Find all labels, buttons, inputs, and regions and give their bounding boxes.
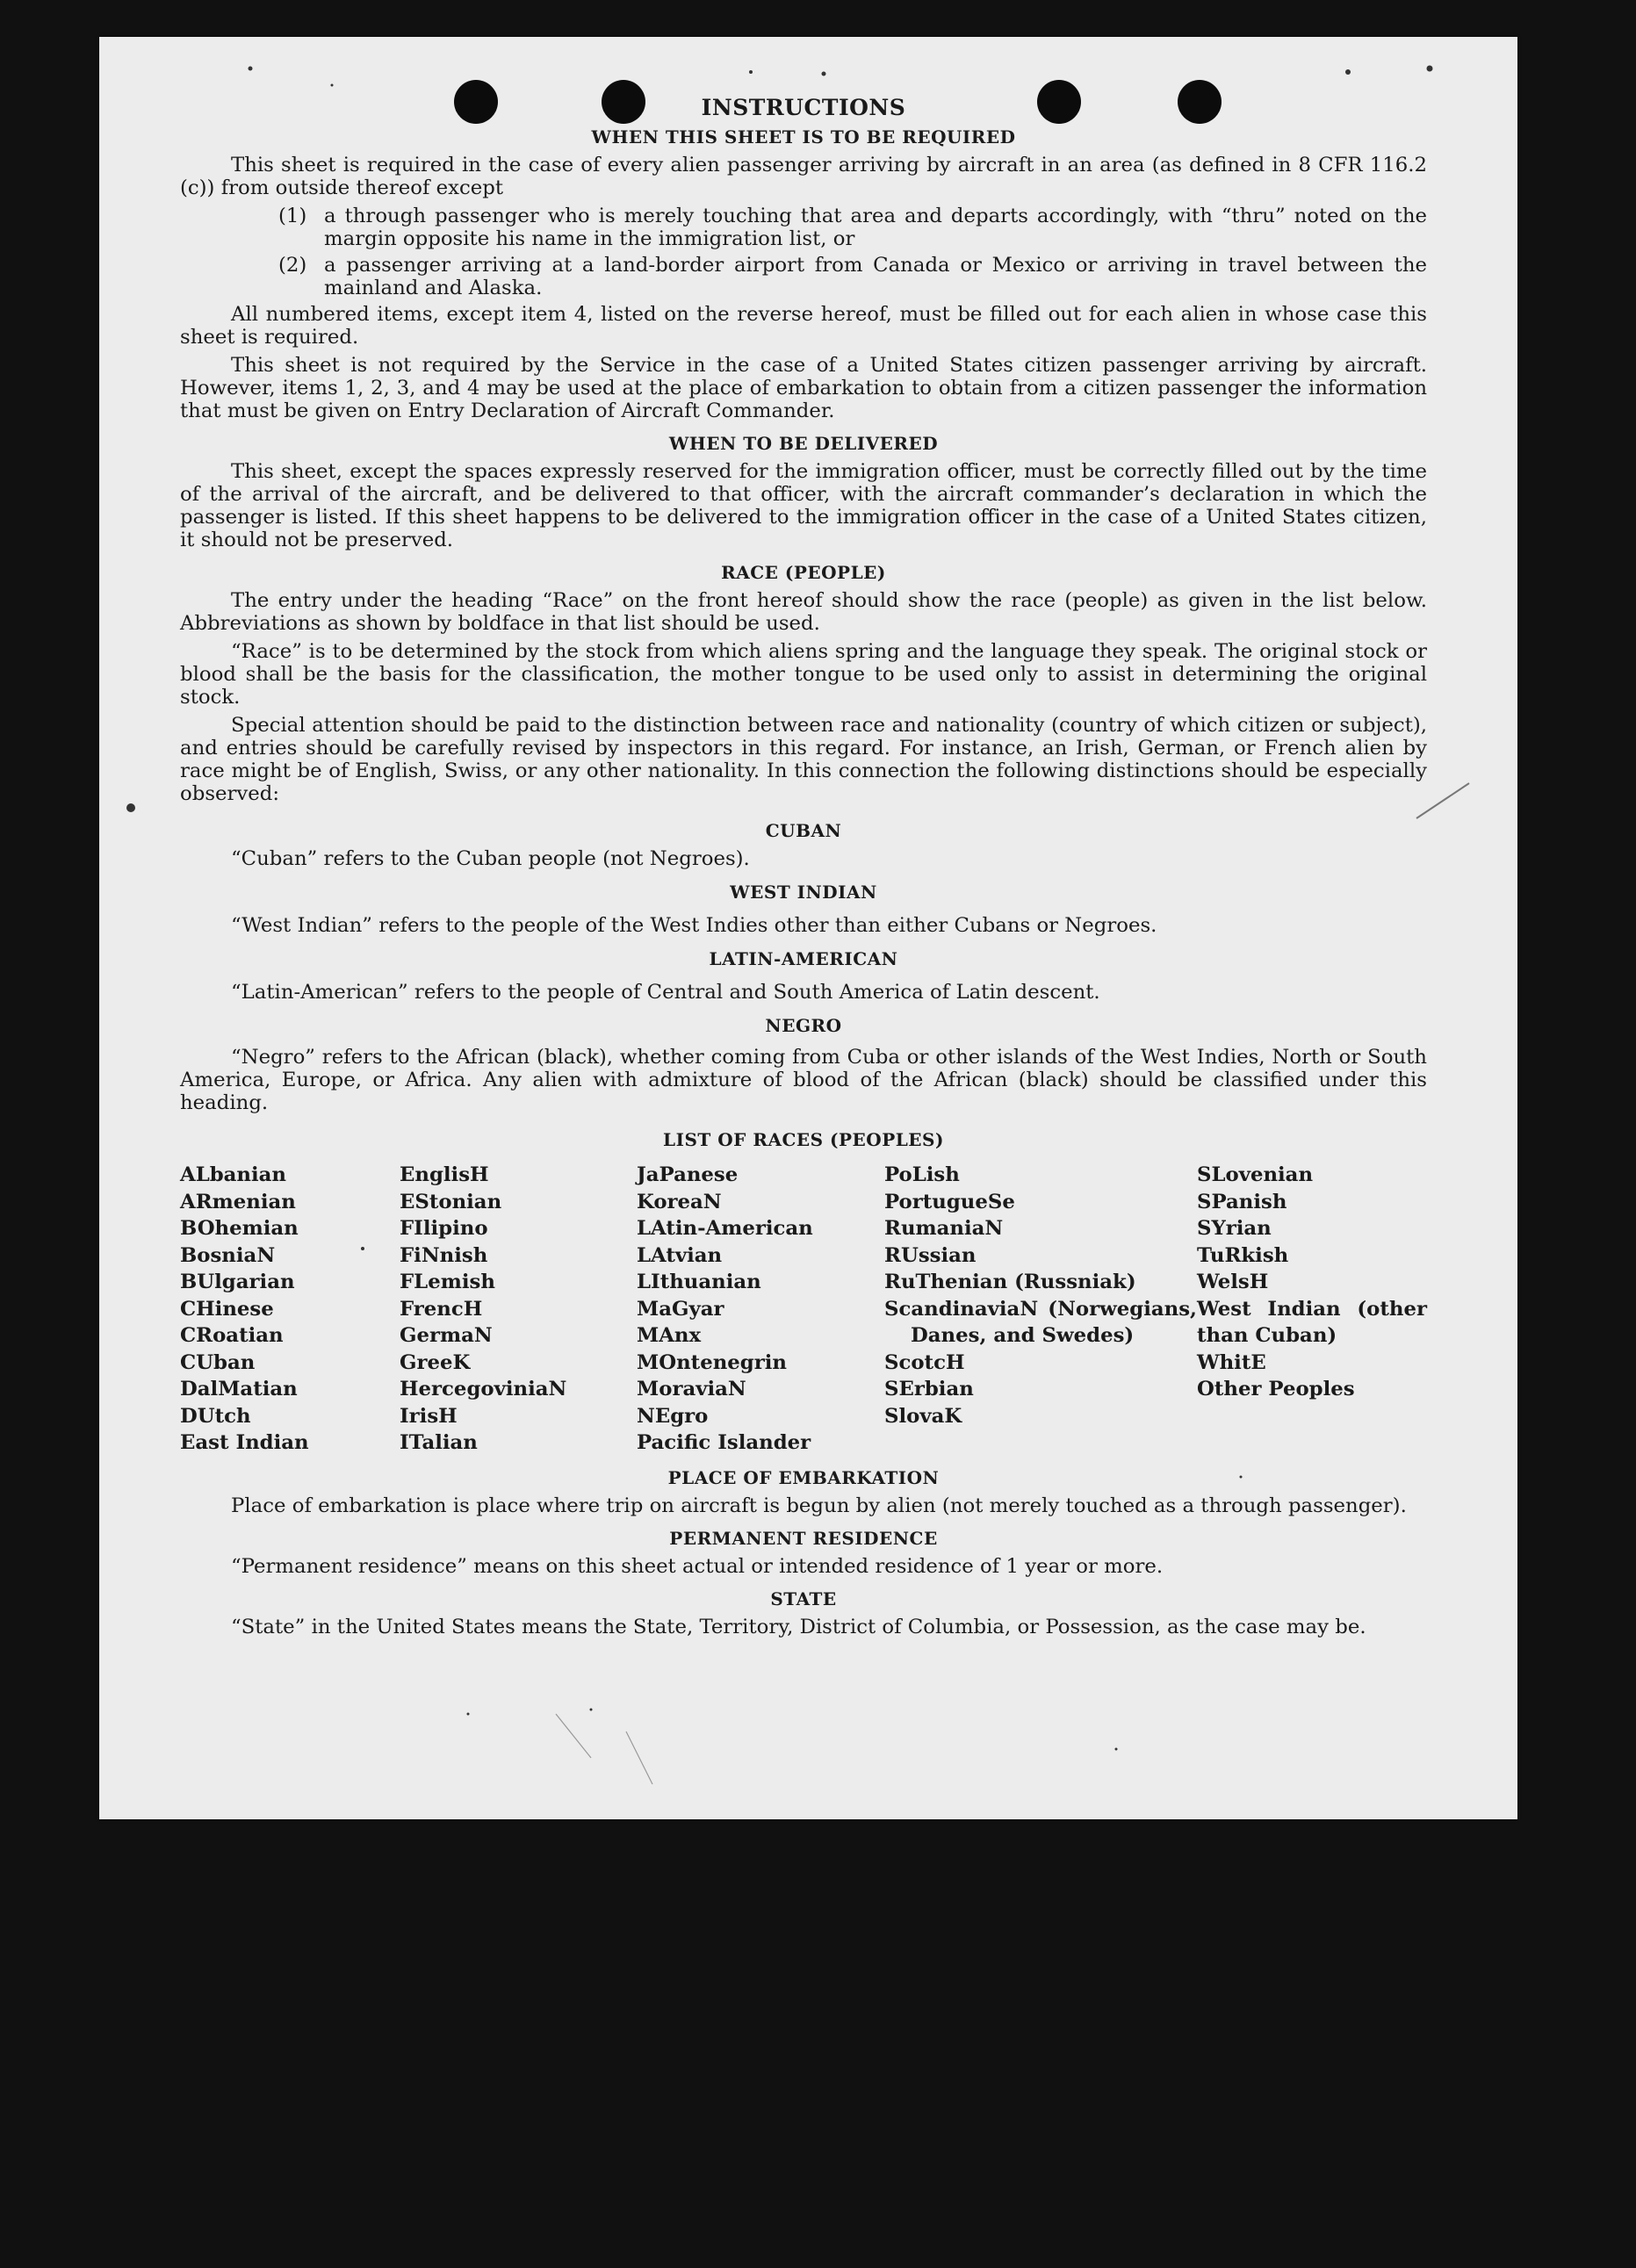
race-entry: SErbian	[884, 1378, 974, 1400]
race-entry: LAtvian	[637, 1243, 723, 1267]
race-entry: RumaniaN	[884, 1217, 1004, 1240]
race-entry: DUtch	[180, 1404, 251, 1428]
section-heading-state: STATE	[770, 1588, 837, 1609]
race-column	[180, 1162, 400, 1457]
paragraph: “Permanent residence” means on this sheet actual or intended residence of 1 year or more.	[231, 1554, 1164, 1578]
race-entry: GermaN	[400, 1324, 493, 1347]
section-heading-residence: PERMANENT RESIDENCE	[669, 1527, 938, 1549]
race-entry: FLemish	[400, 1271, 495, 1293]
race-entry: WelsH	[1197, 1271, 1269, 1293]
section-heading-west-indian: WEST INDIAN	[730, 882, 877, 903]
section-heading-delivered: WHEN TO BE DELIVERED	[668, 433, 939, 454]
race-entry: West Indian (other than Cuban)	[1197, 1297, 1427, 1347]
race-entry: TuRkish	[1197, 1243, 1289, 1267]
race-entry: MoraviaN	[637, 1378, 746, 1400]
race-entry: East Indian	[180, 1431, 309, 1454]
race-entry: CRoatian	[180, 1324, 284, 1347]
race-entry: BosniaN	[180, 1243, 276, 1267]
race-entry: ScandinaviaN (Norwegians, Danes, and Swedes)	[884, 1297, 1197, 1347]
section-heading-race: RACE (PEOPLE)	[721, 562, 886, 583]
section-heading-embarkation: PLACE OF EMBARKATION	[667, 1466, 940, 1488]
race-entry: SLovenian	[1197, 1163, 1314, 1186]
race-entry: FiNnish	[400, 1243, 488, 1267]
race-entry: ARmenian	[180, 1190, 296, 1213]
paragraph: “Latin-American” refers to the people of Central and South America of Latin descent.	[231, 981, 1100, 1004]
race-entry: FrencH	[400, 1297, 483, 1321]
race-entry: SlovaK	[884, 1404, 962, 1428]
paragraph: Special attention should be paid to the distinction between race and nationality (country of which citizen or subject), and entries should be carefully revised by inspectors in this regard. For instance, an Irish, German, or French alien by race might be of English, Swiss, or any other nationality. In this connection the following distinctions should be especially observed:	[180, 714, 1427, 805]
race-column	[1197, 1162, 1427, 1457]
race-entry: MaGyar	[637, 1297, 724, 1321]
race-entry: FIlipino	[400, 1217, 488, 1240]
paragraph: Place of embarkation is place where trip on aircraft is begun by alien (not merely touched as a through passenger).	[231, 1494, 1407, 1517]
paragraph: “Negro” refers to the African (black), whether coming from Cuba or other islands of the West Indies, North or South America, Europe, or Africa. Any alien with admixture of blood of the African (black) should be classified under this heading.	[180, 1046, 1427, 1114]
race-entry: LIthuanian	[637, 1271, 761, 1293]
page-title: INSTRUCTIONS	[701, 95, 906, 120]
section-heading-latin-american: LATIN-AMERICAN	[709, 948, 898, 969]
race-entry: WhitE	[1197, 1350, 1266, 1374]
paragraph: “Race” is to be determined by the stock from which aliens spring and the language they speak. The original stock or blood shall be the basis for the classification, the mother tongue to be used only to assist in determining the original stock.	[180, 640, 1427, 709]
paragraph: The entry under the heading “Race” on the front hereof should show the race (people) as given in the list below. Abbreviations as shown by boldface in that list should be used.	[180, 589, 1427, 635]
paragraph: “West Indian” refers to the people of the West Indies other than either Cubans or Negroes.	[231, 914, 1157, 937]
race-entry: NEgro	[637, 1404, 709, 1428]
race-entry: GreeK	[400, 1350, 471, 1374]
race-entry: Pacific Islander	[637, 1431, 811, 1454]
list-item	[278, 205, 1427, 250]
race-list	[180, 1162, 1427, 1457]
paragraph: “Cuban” refers to the Cuban people (not Negroes).	[231, 847, 750, 870]
race-column	[884, 1162, 1197, 1457]
section-heading-cuban: CUBAN	[765, 820, 842, 841]
race-entry: SYrian	[1197, 1217, 1272, 1240]
instructions-body	[180, 97, 1427, 1644]
paragraph: This sheet is not required by the Service in the case of a United States citizen passenger arriving by aircraft. However, items 1, 2, 3, and 4 may be used at the place of embarkation to obtain from a citizen passenger the information that must be given on Entry Declaration of Aircraft Commander.	[180, 354, 1427, 422]
paragraph: “State” in the United States means the State, Territory, District of Columbia, or Possession, as the case may be.	[231, 1615, 1366, 1638]
race-entry: BUlgarian	[180, 1271, 295, 1293]
race-entry: RuThenian (Russniak)	[884, 1271, 1136, 1293]
paragraph: This sheet, except the spaces expressly reserved for the immigration officer, must be correctly filled out by the time of the arrival of the aircraft, and be delivered to that officer, with the aircraft commander’s declaration in which the passenger is listed. If this sheet happens to be delivered to the immigration officer in the case of a United States citizen, it should not be preserved.	[180, 460, 1427, 551]
race-entry: MOntenegrin	[637, 1350, 787, 1374]
race-entry: RUssian	[884, 1243, 977, 1267]
section-heading-negro: NEGRO	[765, 1015, 842, 1036]
item-number: (1)	[278, 205, 307, 227]
section-heading-required: WHEN THIS SHEET IS TO BE REQUIRED	[591, 126, 1016, 148]
race-entry: SPanish	[1197, 1190, 1287, 1213]
item-text: a passenger arriving at a land-border airport from Canada or Mexico or arriving in travel between the mainland and Alaska.	[324, 254, 1427, 299]
paragraph: All numbered items, except item 4, listed on the reverse hereof, must be filled out for each alien in whose case this sheet is required.	[180, 303, 1427, 349]
race-entry: DalMatian	[180, 1378, 298, 1400]
race-entry: CHinese	[180, 1297, 274, 1321]
race-entry: EStonian	[400, 1190, 502, 1213]
race-entry: JaPanese	[637, 1163, 739, 1186]
item-text: a through passenger who is merely touching that area and departs accordingly, with “thru” noted on the margin opposite his name in the immigration list, or	[324, 205, 1427, 250]
list-item	[278, 254, 1427, 299]
race-entry: HercegoviniaN	[400, 1378, 567, 1400]
race-entry: PortugueSe	[884, 1190, 1015, 1213]
race-entry: IrisH	[400, 1404, 458, 1428]
paragraph: This sheet is required in the case of every alien passenger arriving by aircraft in an area (as defined in 8 CFR 116.2 (c)) from outside thereof except	[180, 154, 1427, 199]
race-column	[400, 1162, 637, 1457]
race-entry: CUban	[180, 1350, 256, 1374]
race-entry: ALbanian	[180, 1163, 287, 1186]
section-heading-list: LIST OF RACES (PEOPLES)	[663, 1129, 944, 1150]
race-entry: ITalian	[400, 1431, 478, 1454]
document-sheet	[99, 37, 1517, 1819]
race-entry: MAnx	[637, 1324, 702, 1347]
race-entry: EnglisH	[400, 1163, 489, 1186]
race-entry: BOhemian	[180, 1217, 299, 1240]
race-entry: KoreaN	[637, 1190, 722, 1213]
race-entry: Other Peoples	[1197, 1378, 1355, 1400]
item-number: (2)	[278, 254, 307, 277]
race-entry: PoLish	[884, 1163, 960, 1186]
race-column	[637, 1162, 884, 1457]
race-entry: ScotcH	[884, 1350, 965, 1374]
race-entry: LAtin-American	[637, 1217, 813, 1240]
